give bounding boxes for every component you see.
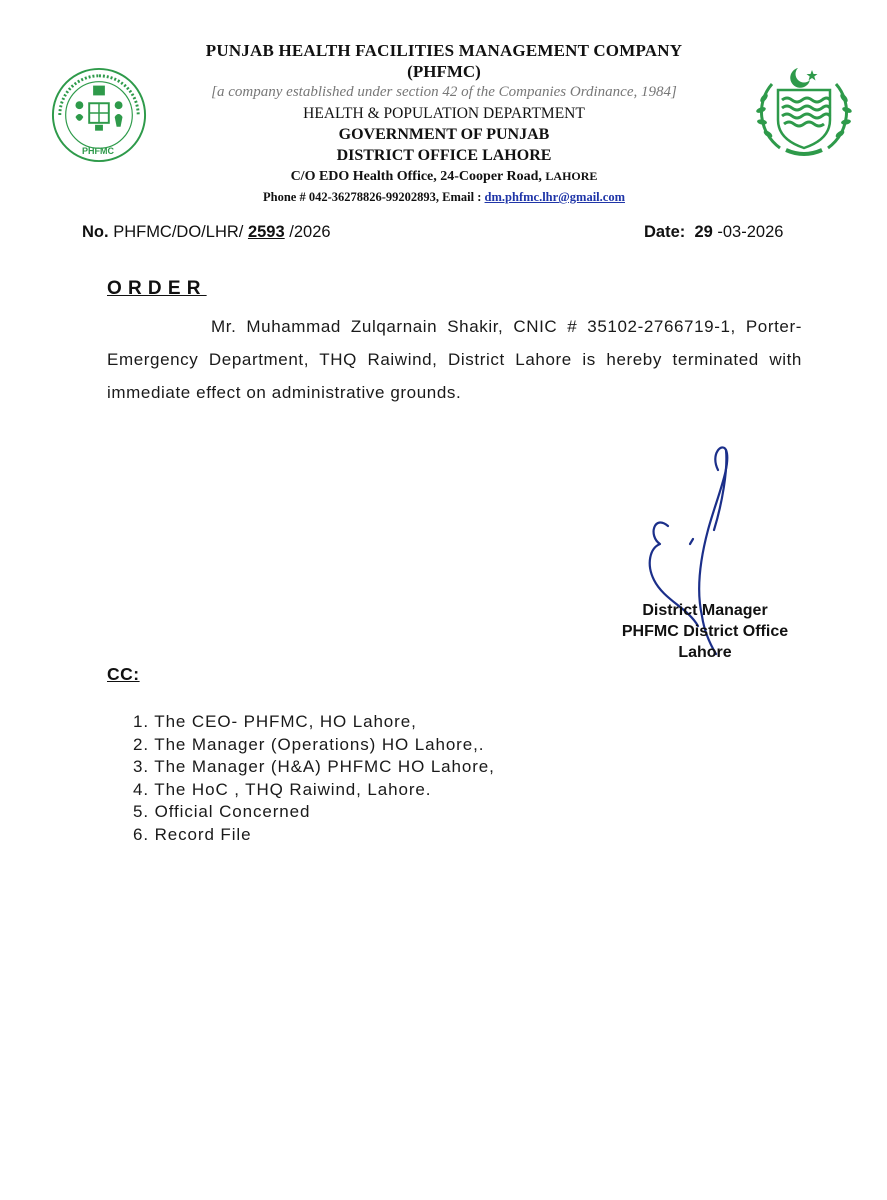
reference-suffix: /2026 — [289, 223, 331, 241]
company-short-name: (PHFMC) — [407, 62, 481, 81]
signatory-block — [605, 600, 805, 663]
cc-item: 6. Record File — [133, 824, 252, 844]
address-city: LAHORE — [545, 169, 598, 183]
cc-title: CC: — [107, 664, 140, 684]
government-name: GOVERNMENT OF PUNJAB — [338, 126, 550, 143]
order-title: ORDER — [107, 278, 207, 299]
cc-item: 2. The Manager (Operations) HO Lahore,. — [133, 734, 485, 754]
signatory-title: District Manager — [642, 602, 768, 619]
contact-line — [150, 187, 738, 208]
cc-item: 4. The HoC , THQ Raiwind, Lahore. — [133, 779, 432, 799]
cc-item: 3. The Manager (H&A) PHFMC HO Lahore, — [133, 757, 495, 776]
email-link[interactable]: dm.phfmc.lhr@gmail.com — [484, 190, 625, 204]
left-logo-caption: PHFMC — [82, 146, 114, 156]
signatory-office: PHFMC District Office — [621, 623, 789, 640]
cc-item: 5. Official Concerned — [133, 802, 311, 821]
reference-serial: 2593 — [247, 223, 285, 241]
letterhead — [150, 40, 738, 208]
company-established-note: [a company established under section 42 of the Companies Ordinance, 1984] — [211, 84, 677, 100]
address-street: C/O EDO Health Office, 24-Cooper Road, — [290, 169, 542, 184]
order-date — [644, 223, 783, 242]
office-address — [150, 166, 738, 187]
order-text: Mr. Muhammad Zulqarnain Shakir, CNIC # 35102-2766719-1, Porter-Emergency Department, THQ Raiwind, District Lahore is hereby terminated with immediate effect on administrative grounds. — [107, 317, 802, 402]
reference-label: No. — [82, 223, 109, 241]
department-name: HEALTH & POPULATION DEPARTMENT — [303, 105, 585, 122]
reference-prefix: PHFMC/DO/LHR/ — [113, 223, 244, 241]
cc-list — [133, 711, 495, 846]
date-day: 29 — [694, 223, 713, 241]
order-body — [107, 310, 802, 409]
reference-number — [82, 223, 331, 242]
cc-item: 1. The CEO- PHFMC, HO Lahore, — [133, 712, 417, 731]
district-office-name: DISTRICT OFFICE LAHORE — [336, 147, 552, 164]
signatory-city: Lahore — [678, 644, 732, 661]
date-label: Date: — [644, 223, 686, 241]
phone-text: Phone # 042-36278826-99202893, Email : — [263, 190, 482, 204]
date-rest: -03-2026 — [717, 223, 784, 241]
punjab-government-emblem-icon — [752, 62, 856, 162]
company-name: PUNJAB HEALTH FACILITIES MANAGEMENT COMPANY — [205, 41, 683, 60]
